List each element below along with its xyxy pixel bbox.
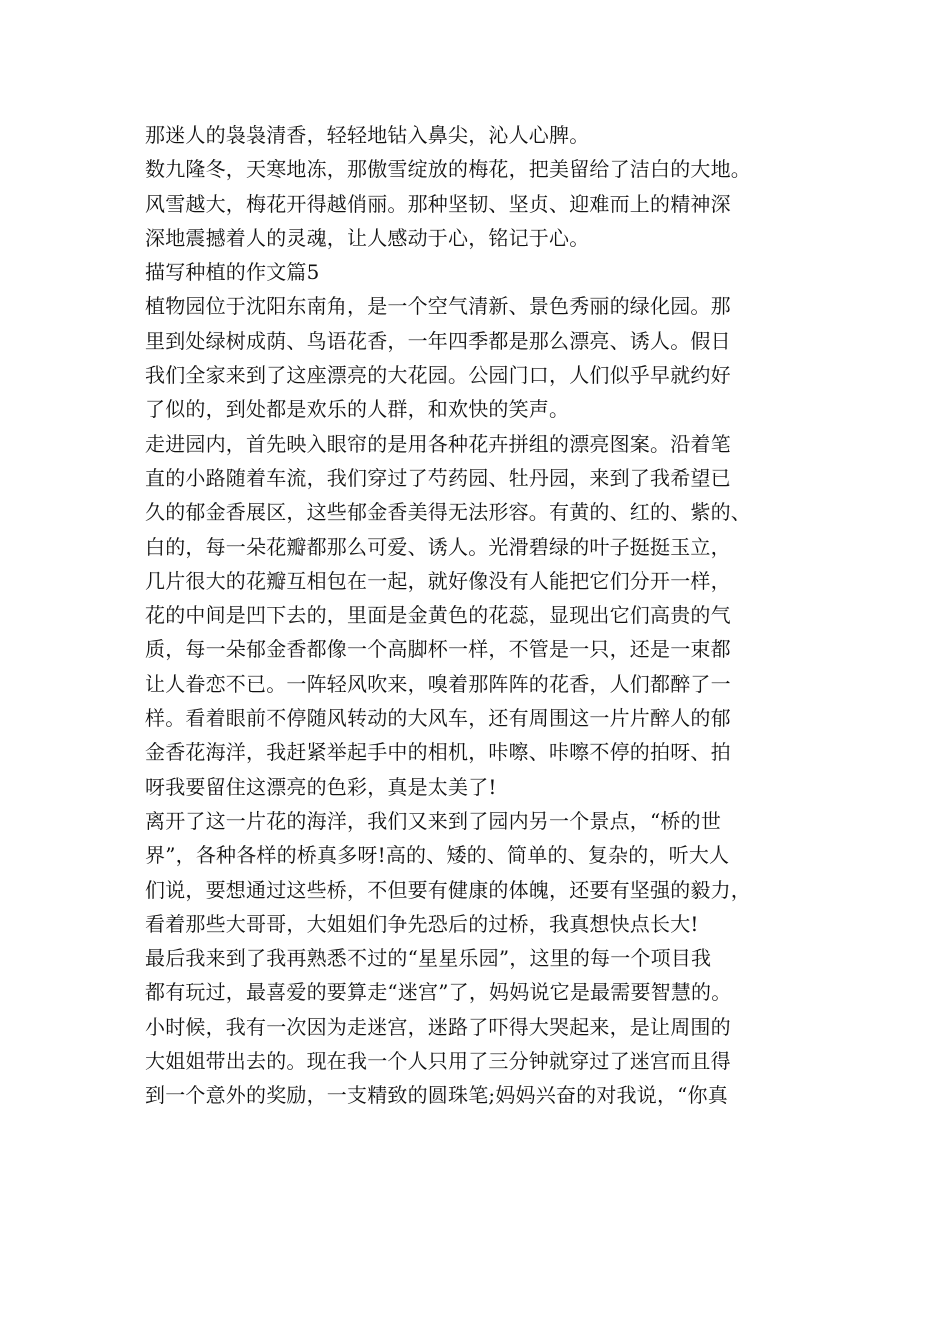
text-line: 走进园内，首先映入眼帘的是用各种花卉拼组的漂亮图案。沿着笔 [145, 431, 731, 456]
text-line: 小时候，我有一次因为走迷宫，迷路了吓得大哭起来，是让周围的 [145, 1014, 731, 1039]
text-line: 界”，各种各样的桥真多呀!高的、矮的、简单的、复杂的，听大人 [145, 843, 730, 868]
text-line: 金香花海洋，我赶紧举起手中的相机，咔嚓、咔嚓不停的拍呀、拍 [145, 740, 731, 765]
text-line: 离开了这一片花的海洋，我们又来到了园内另一个景点，“桥的世 [145, 808, 722, 833]
text-line: 我们全家来到了这座漂亮的大花园。公园门口，人们似乎早就约好 [145, 363, 731, 388]
text-line: 让人眷恋不已。一阵轻风吹来，嗅着那阵阵的花香，人们都醉了一 [145, 671, 731, 696]
document-body [145, 118, 825, 1113]
text-line: 植物园位于沈阳东南角，是一个空气清新、景色秀丽的绿化园。那 [145, 294, 731, 319]
text-line: 深地震撼着人的灵魂，让人感动于心，铭记于心。 [145, 225, 590, 250]
text-line: 花的中间是凹下去的，里面是金黄色的花蕊，显现出它们高贵的气 [145, 603, 731, 628]
section-heading: 描写种植的作文篇5 [145, 260, 320, 285]
text-line: 里到处绿树成荫、鸟语花香，一年四季都是那么漂亮、诱人。假日 [145, 328, 731, 353]
text-line: 风雪越大，梅花开得越俏丽。那种坚韧、坚贞、迎难而上的精神深 [145, 191, 731, 216]
text-line: 们说，要想通过这些桥，不但要有健康的体魄，还要有坚强的毅力， [145, 877, 751, 902]
text-line: 都有玩过，最喜爱的要算走“迷宫”了，妈妈说它是最需要智慧的。 [145, 980, 732, 1005]
text-line: 白的，每一朵花瓣都那么可爱、诱人。光滑碧绿的叶子挺挺玉立， [145, 534, 731, 559]
text-line: 大姐姐带出去的。现在我一个人只用了三分钟就穿过了迷宫而且得 [145, 1049, 731, 1074]
text-line: 直的小路随着车流，我们穿过了芍药园、牡丹园，来到了我希望已 [145, 465, 731, 490]
text-line: 到一个意外的奖励，一支精致的圆珠笔;妈妈兴奋的对我说，“你真 [145, 1083, 728, 1108]
text-line: 样。看着眼前不停随风转动的大风车，还有周围这一片片醉人的郁 [145, 706, 731, 731]
text-line: 看着那些大哥哥，大姐姐们争先恐后的过桥，我真想快点长大! [145, 911, 699, 936]
text-line: 质，每一朵郁金香都像一个高脚杯一样，不管是一只，还是一束都 [145, 637, 731, 662]
text-line: 呀我要留住这漂亮的色彩，真是太美了! [145, 774, 497, 799]
text-line: 那迷人的袅袅清香，轻轻地钻入鼻尖，沁人心脾。 [145, 123, 590, 147]
text-line: 最后我来到了我再熟悉不过的“星星乐园”，这里的每一个项目我 [145, 946, 712, 971]
text-line: 几片很大的花瓣互相包在一起，就好像没有人能把它们分开一样， [145, 568, 731, 593]
text-line: 久的郁金香展区，这些郁金香美得无法形容。有黄的、红的、紫的、 [145, 500, 751, 525]
text-line: 了似的，到处都是欢乐的人群，和欢快的笑声。 [145, 397, 570, 422]
text-line: 数九隆冬，天寒地冻，那傲雪绽放的梅花，把美留给了洁白的大地。 [145, 157, 751, 182]
